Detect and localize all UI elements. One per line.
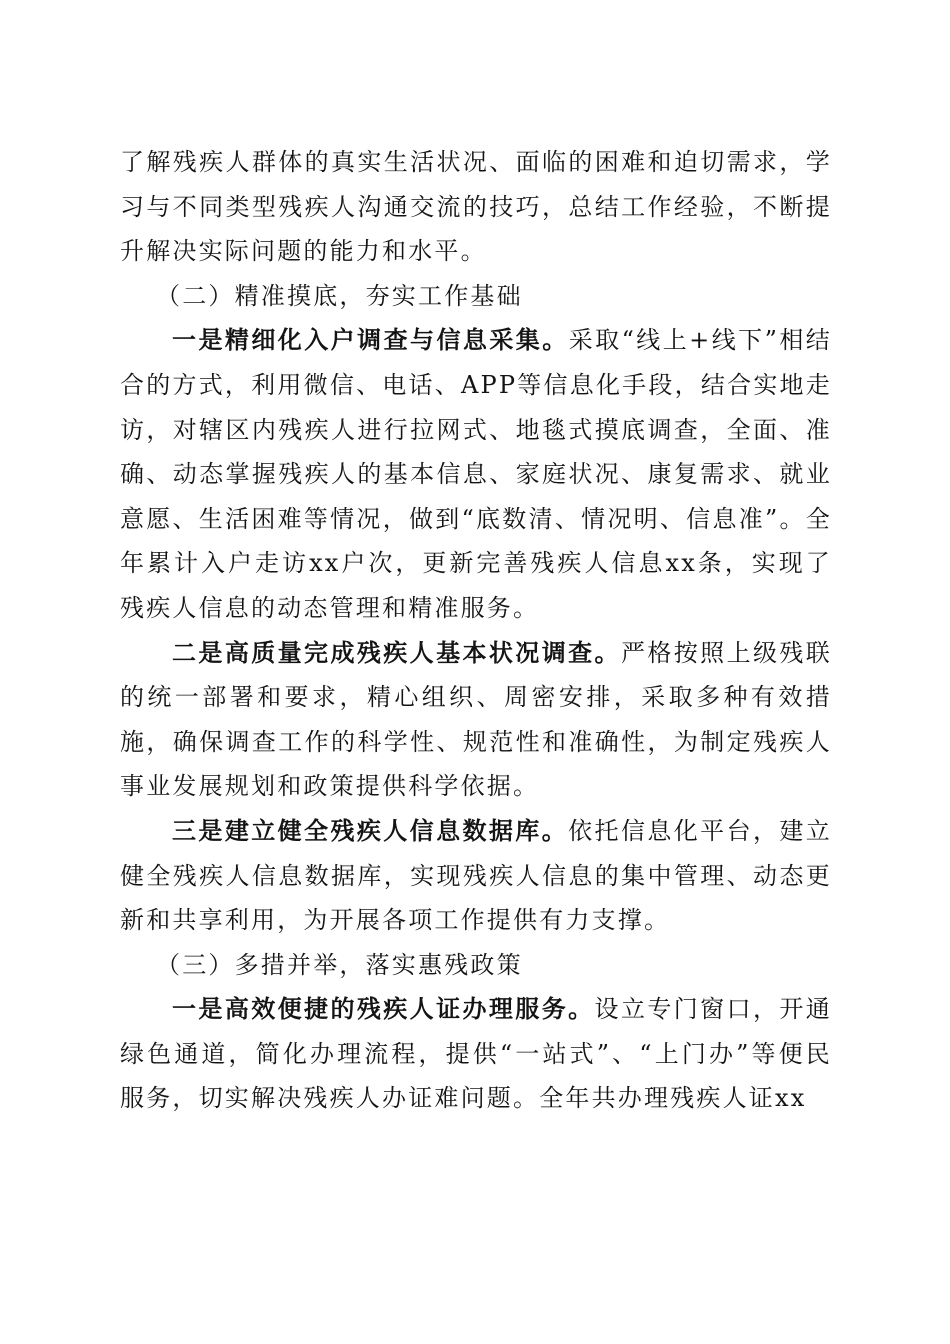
paragraph-text: 严格按照上级残联的统一部署和要求，精心组织、周密安排，采取多种有效措施，确保调查工作的科学性、规范性和准确性，为制定残疾人事业发展规划和政策提供科学依据。 [120, 638, 832, 801]
paragraph-lead: 一是精细化入户调查与信息采集。 [172, 325, 569, 355]
section-heading-3 [120, 943, 832, 988]
paragraph-lead: 二是高质量完成残疾人基本状况调查。 [172, 637, 621, 667]
paragraph-text: 依托信息化平台，建立健全残疾人信息数据库，实现残疾人信息的集中管理、动态更新和共享利用，为开展各项工作提供有力支撑。 [120, 816, 832, 935]
paragraph-text: 了解残疾人群体的真实生活状况、面临的困难和迫切需求，学习与不同类型残疾人沟通交流的技巧，总结工作经验，不断提升解决实际问题的能力和水平。 [120, 148, 832, 266]
paragraph-database [120, 809, 832, 943]
paragraph-certificate-service [120, 987, 832, 1121]
paragraph-lead: 三是建立健全残疾人信息数据库。 [172, 815, 569, 845]
paragraph-info-collection [120, 318, 832, 630]
section-heading-text: （三）多措并举，落实惠残政策 [156, 950, 523, 979]
section-heading-text: （二）精准摸底，夯实工作基础 [156, 281, 523, 310]
paragraph-survey [120, 631, 832, 809]
document-body [120, 140, 832, 1121]
section-heading-2 [120, 274, 832, 319]
paragraph-continuation [120, 140, 832, 274]
paragraph-text: 采取“线上+线下”相结合的方式，利用微信、电话、APP等信息化手段，结合实地走访，对辖区内残疾人进行拉网式、地毯式摸底调查，全面、准确、动态掌握残疾人的基本信息、家庭状况、康复需求、就业意愿、生活困难等情况，做到“底数清、情况明、信息准”。全年累计入户走访xx户次，更新完善残疾人信息xx条，实现了残疾人信息的动态管理和精准服务。 [120, 326, 832, 622]
paragraph-text: 设立专门窗口，开通绿色通道，简化办理流程，提供“一站式”、“上门办”等便民服务，切实解决残疾人办证难问题。全年共办理残疾人证xx [120, 995, 832, 1113]
paragraph-lead: 一是高效便捷的残疾人证办理服务。 [172, 994, 595, 1024]
